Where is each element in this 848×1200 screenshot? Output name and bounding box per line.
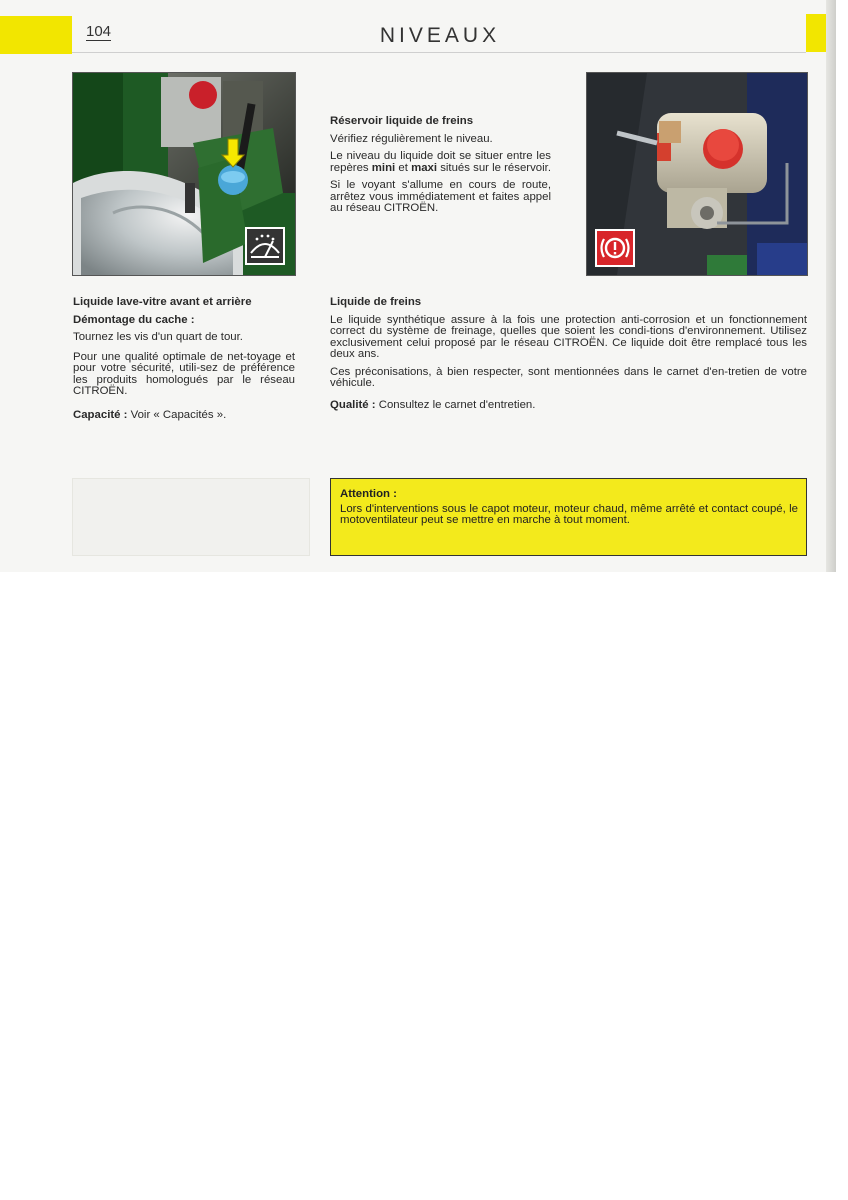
maxi-mark: maxi [411,161,438,174]
page-title: NIVEAUX [379,24,501,47]
washer-fluid-section [73,297,295,427]
header-rule [72,52,806,53]
level-text-before: Le niveau du liquide doit se situer entre les repères [330,150,551,174]
cover-removal-heading: Démontage du cache : [73,313,195,326]
brake-fluid-text-1: Le liquide synthétique assure à la fois une protection anti-corrosion et un fonctionnement correct du système de freinage, quelles que soient les condi-tions d'environnement. Utilisez exclusivement celui proposé par le réseau CITROËN. Ce liquide doit être remplacé tous les deux ans. [330,313,807,360]
brake-fluid-text-2: Ces préconisations, à bien respecter, sont mentionnées dans le carnet d'en-tretien de votre véhicule. [330,365,807,389]
windscreen-washer-icon [245,227,285,265]
capacity-text: Voir « Capacités ». [130,408,227,421]
attention-text: Lors d'interventions sous le capot moteur, moteur chaud, même arrêté et contact coupé, le motoventilateur peut se mettre en marche à tout moment. [340,502,798,526]
brake-fluid-section [330,297,807,417]
cover-removal-instruction: Tournez les vis d'un quart de tour. [73,331,243,343]
brake-fluid-heading: Liquide de freins [330,296,422,308]
brake-reservoir-heading: Réservoir liquide de freins [330,115,474,127]
brake-reservoir-level-text [330,151,551,174]
brake-reservoir-section [330,116,551,221]
brake-fluid-quality-text: Consultez le carnet d'entretien. [378,398,536,411]
manual-page [0,0,836,572]
brake-reservoir-check-text: Vérifiez régulièrement le niveau. [330,132,493,145]
attention-title: Attention : [340,488,397,500]
washer-reservoir-photo [72,72,296,276]
page-tab-left [0,16,72,54]
attention-box [330,478,807,556]
brake-reservoir-photo [586,72,808,276]
washer-quality-text: Pour une qualité optimale de net-toyage et pour votre sécurité, utili-sez de préférence les produits homologués par le réseau CITROËN. [73,350,295,397]
brake-fluid-quality-label: Qualité : [330,398,376,411]
capacity-line [73,410,295,422]
faint-show-through-box [72,478,310,556]
washer-fluid-heading: Liquide lave-vitre avant et arrière [73,296,252,308]
mini-mark: mini [371,161,396,174]
page-number: 104 [86,23,112,40]
brake-reservoir-warning-text: Si le voyant s'allume en cours de route, arrêtez vous immédiatement et faites appel au réseau CITROËN. [330,179,551,214]
capacity-label: Capacité : [73,408,128,421]
page-edge-shadow [826,0,836,572]
brake-fluid-quality-line [330,400,807,412]
level-text-and: et [398,161,408,174]
level-text-after: situés sur le réservoir. [440,161,551,174]
brake-warning-icon [595,229,635,267]
